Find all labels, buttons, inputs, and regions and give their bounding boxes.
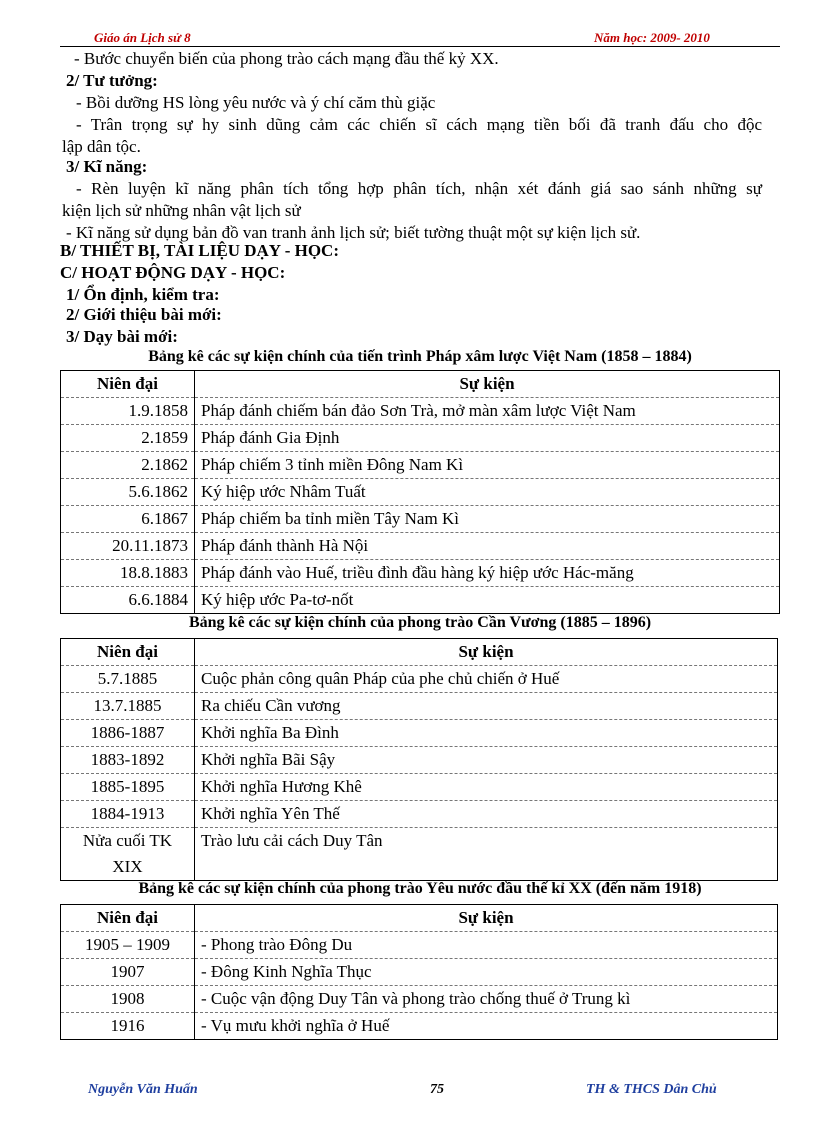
event-cell: Ký hiệp ước Pa-tơ-nốt [195,587,780,614]
event-cell: Pháp đánh vào Huế, triều đình đầu hàng ký hiệp ước Hác-măng [195,560,780,587]
column-header: Sự kiện [195,371,780,398]
date-cell: 20.11.1873 [61,533,195,560]
date-cell: 2.1862 [61,452,195,479]
table-row [61,425,780,452]
table-row [61,587,780,614]
event-cell: Pháp chiếm 3 tỉnh miền Đông Nam Kì [195,452,780,479]
footer-page-number: 75 [430,1082,444,1097]
date-cell: 1905 – 1909 [61,932,195,959]
table-row [61,533,780,560]
ideology-line-cont: lập dân tộc. [62,137,141,156]
table-row [61,959,778,986]
column-header: Niên đại [61,371,195,398]
event-cell: Pháp đánh chiếm bán đảo Sơn Trà, mở màn xâm lược Việt Nam [195,398,780,425]
event-cell: - Phong trào Đông Du [195,932,778,959]
column-header: Sự kiện [195,639,778,666]
event-cell: - Cuộc vận động Duy Tân và phong trào chống thuế ở Trung kì [195,986,778,1013]
date-cell: 1885-1895 [61,774,195,801]
event-cell: Khởi nghĩa Hương Khê [195,774,778,801]
table-row [61,986,778,1013]
skills-line-cont: kiện lịch sử những nhân vật lịch sử [62,201,301,220]
date-cell: 13.7.1885 [61,693,195,720]
date-cell: 5.7.1885 [61,666,195,693]
date-cell: 6.1867 [61,506,195,533]
table-row [61,666,778,693]
section-b-heading: B/ THIẾT BỊ, TÀI LIỆU DẠY - HỌC: [60,241,339,260]
event-cell: Pháp đánh Gia Định [195,425,780,452]
date-cell: 18.8.1883 [61,560,195,587]
date-cell: 1886-1887 [61,720,195,747]
table-row [61,452,780,479]
date-cell: 1884-1913 [61,801,195,828]
header-school-year: Năm học: 2009- 2010 [594,30,710,45]
table-header-row [61,639,778,666]
step-3-heading: 3/ Dạy bài mới: [66,327,178,346]
step-1-heading: 1/ Ổn định, kiểm tra: [66,285,220,304]
date-cell: 5.6.1862 [61,479,195,506]
event-cell: Ký hiệp ước Nhâm Tuất [195,479,780,506]
table-row [61,1013,778,1040]
footer-author: Nguyễn Văn Huấn [88,1082,198,1097]
date-cell: 1907 [61,959,195,986]
date-cell: 1916 [61,1013,195,1040]
event-cell: Pháp đánh thành Hà Nội [195,533,780,560]
skills-line: - Rèn luyện kĩ năng phân tích tổng hợp phân tích, nhận xét đánh giá sao sánh những sự [76,179,762,198]
table-header-row [61,905,778,932]
header-subject: Giáo án Lịch sử 8 [94,30,191,45]
table-row [61,747,778,774]
table-row [61,932,778,959]
objective-line: - Bước chuyển biến của phong trào cách mạng đầu thế kỷ XX. [74,49,499,68]
column-header: Niên đại [61,639,195,666]
table-row [61,801,778,828]
event-cell: Trào lưu cải cách Duy Tân [195,828,778,881]
date-cell: 6.6.1884 [61,587,195,614]
section-ideology-heading: 2/ Tư tưởng: [66,71,158,90]
table-row [61,774,778,801]
date-cell: 1.9.1858 [61,398,195,425]
event-cell: Cuộc phản công quân Pháp của phe chủ chiến ở Huế [195,666,778,693]
event-cell: Khởi nghĩa Ba Đình [195,720,778,747]
step-2-heading: 2/ Giới thiệu bài mới: [66,305,222,324]
column-header: Niên đại [61,905,195,932]
date-cell: 1908 [61,986,195,1013]
date-cell: Nửa cuối TK XIX [61,828,195,881]
table-row [61,506,780,533]
event-cell: Pháp chiếm ba tỉnh miền Tây Nam Kì [195,506,780,533]
event-cell: Ra chiếu Cần vương [195,693,778,720]
ideology-line: - Trân trọng sự hy sinh dũng cảm các chiến sĩ cách mạng tiền bối đã tranh đấu cho độc [76,115,762,134]
section-c-heading: C/ HOẠT ĐỘNG DẠY - HỌC: [60,263,286,282]
table-row [61,398,780,425]
date-cell: 1883-1892 [61,747,195,774]
event-cell: Khởi nghĩa Bãi Sậy [195,747,778,774]
table-row [61,560,780,587]
ideology-line: - Bồi dưỡng HS lòng yêu nước và ý chí căm thù giặc [76,93,436,112]
table-row [61,693,778,720]
footer-school: TH & THCS Dân Chủ [586,1082,717,1097]
table-1-caption: Bảng kê các sự kiện chính của tiến trình Pháp xâm lược Việt Nam (1858 – 1884) [148,348,692,365]
table-1 [60,370,780,614]
skills-line: - Kĩ năng sử dụng bản đồ van tranh ảnh lịch sử; biết tường thuật một sự kiện lịch sử. [66,223,641,242]
section-skills-heading: 3/ Kĩ năng: [66,157,148,176]
table-header-row [61,371,780,398]
table-3 [60,904,778,1040]
table-row [61,720,778,747]
event-cell: Khởi nghĩa Yên Thế [195,801,778,828]
table-row [61,828,778,881]
date-cell: 2.1859 [61,425,195,452]
table-2 [60,638,778,881]
event-cell: - Đông Kinh Nghĩa Thục [195,959,778,986]
header-rule [60,46,780,47]
column-header: Sự kiện [195,905,778,932]
table-3-caption: Bảng kê các sự kiện chính của phong trào Yêu nước đầu thế kỉ XX (đến năm 1918) [138,880,702,897]
table-2-caption: Bảng kê các sự kiện chính của phong trào Cần Vương (1885 – 1896) [188,614,652,631]
table-row [61,479,780,506]
event-cell: - Vụ mưu khởi nghĩa ở Huế [195,1013,778,1040]
